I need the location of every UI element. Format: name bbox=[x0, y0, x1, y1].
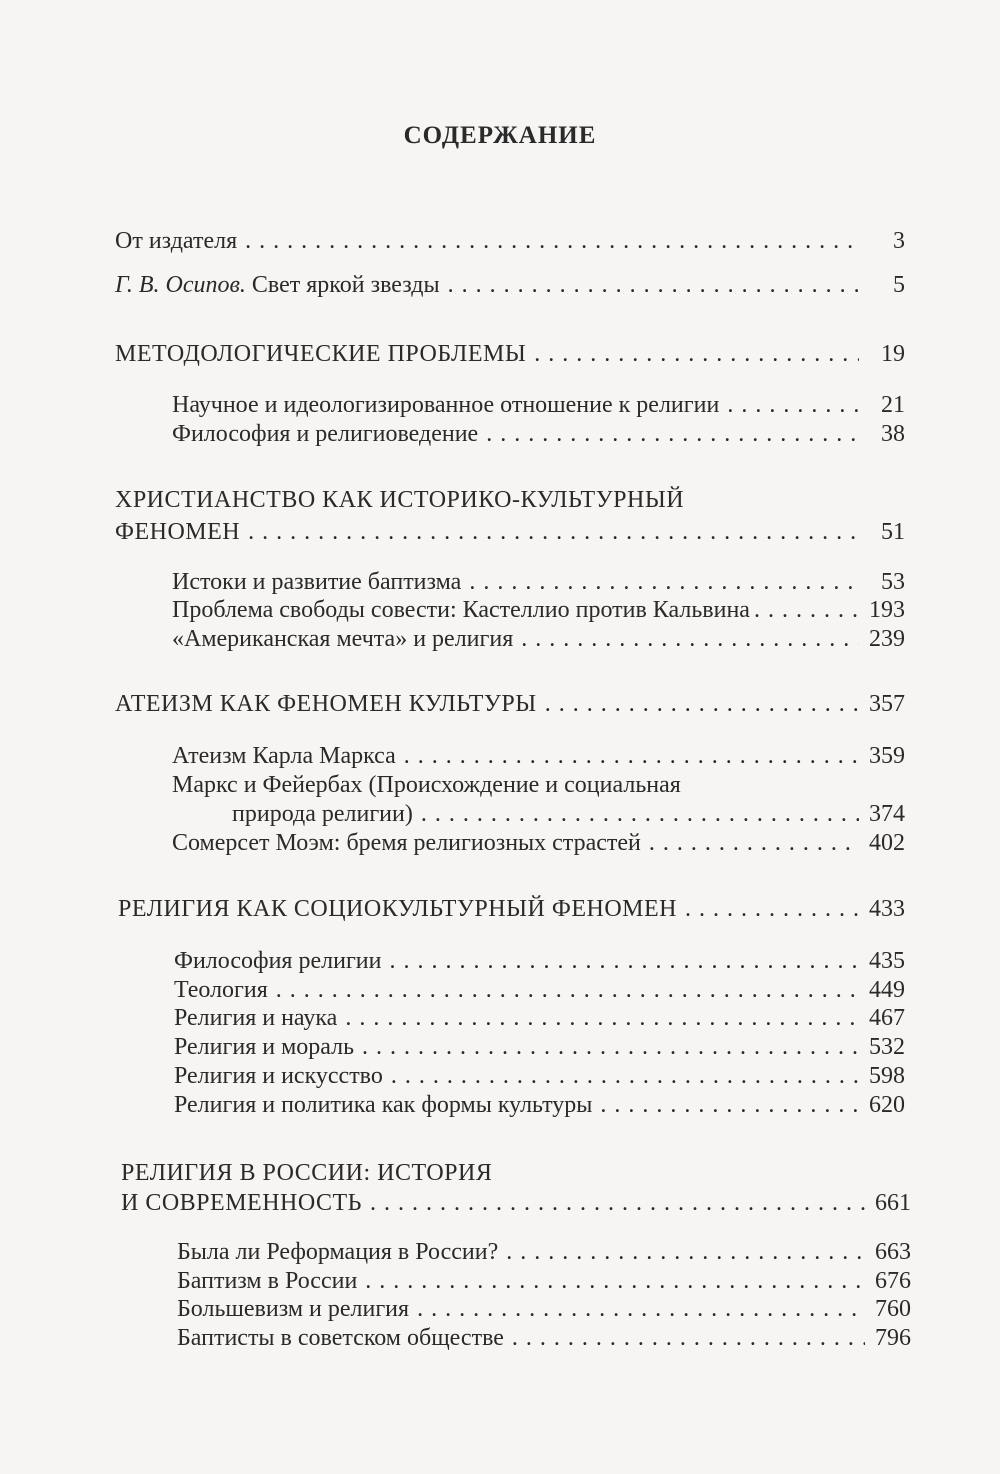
page-number: 3 bbox=[893, 228, 905, 254]
leader-dots bbox=[506, 1237, 865, 1267]
entry-author: Г. В. Осипов. bbox=[115, 272, 246, 298]
section-title: МЕТОДОЛОГИЧЕСКИЕ ПРОБЛЕМЫ bbox=[115, 341, 527, 367]
entry-title: Свет яркой звезды bbox=[245, 272, 440, 298]
page-number: 5 bbox=[893, 272, 905, 298]
page-number: 796 bbox=[875, 1325, 911, 1351]
page-number: 357 bbox=[869, 691, 905, 717]
toc-entry bbox=[174, 975, 905, 1005]
page-number: 402 bbox=[869, 830, 905, 856]
leader-dots bbox=[389, 946, 859, 976]
page-number: 21 bbox=[881, 392, 905, 418]
entry-label: Научное и идеологизированное отношение к религии bbox=[172, 392, 720, 418]
toc-entry bbox=[177, 1323, 911, 1353]
leader-dots bbox=[362, 1032, 859, 1062]
toc-entry bbox=[174, 946, 905, 976]
page-number: 239 bbox=[869, 626, 905, 652]
page-number: 359 bbox=[869, 743, 905, 769]
entry-label: Баптисты в советском обществе bbox=[177, 1325, 504, 1351]
entry-label: Большевизм и религия bbox=[177, 1296, 410, 1322]
page-number: 374 bbox=[869, 801, 905, 827]
entry-label-line1: Маркс и Фейербах (Происхождение и социальная bbox=[172, 772, 681, 798]
leader-dots bbox=[685, 894, 859, 924]
section-title-line1: ХРИСТИАНСТВО КАК ИСТОРИКО-КУЛЬТУРНЫЙ bbox=[115, 487, 685, 513]
leader-dots bbox=[391, 1061, 859, 1091]
leader-dots bbox=[649, 828, 859, 858]
leader-dots bbox=[727, 390, 859, 420]
section-title-line2: ФЕНОМЕН bbox=[115, 519, 241, 545]
toc-entry bbox=[172, 419, 905, 449]
leader-dots bbox=[248, 517, 859, 547]
toc-entry bbox=[172, 828, 905, 858]
entry-label bbox=[115, 270, 440, 300]
toc-entry bbox=[174, 1061, 905, 1091]
page-number: 661 bbox=[875, 1190, 911, 1216]
leader-dots bbox=[600, 1090, 859, 1120]
toc-entry bbox=[174, 1090, 905, 1120]
leader-dots bbox=[365, 1266, 865, 1296]
section-heading bbox=[115, 517, 905, 547]
leader-dots bbox=[521, 624, 859, 654]
page-number: 532 bbox=[869, 1034, 905, 1060]
entry-label: Религия и мораль bbox=[174, 1034, 355, 1060]
toc-entry bbox=[174, 1032, 905, 1062]
toc-entry bbox=[172, 741, 905, 771]
toc-entry bbox=[177, 1294, 911, 1324]
entry-label: Истоки и развитие баптизма bbox=[172, 569, 462, 595]
toc-entry bbox=[115, 270, 905, 300]
page-number: 433 bbox=[869, 896, 905, 922]
leader-dots bbox=[469, 567, 859, 597]
toc-entry bbox=[172, 595, 905, 625]
page-number: 676 bbox=[875, 1268, 911, 1294]
page-number: 598 bbox=[869, 1063, 905, 1089]
leader-dots bbox=[245, 226, 859, 256]
page-number: 53 bbox=[881, 569, 905, 595]
toc-entry bbox=[177, 1237, 911, 1267]
section-heading bbox=[115, 339, 905, 369]
leader-dots bbox=[545, 689, 859, 719]
page-title: СОДЕРЖАНИЕ bbox=[403, 122, 597, 149]
toc-entry bbox=[115, 226, 905, 256]
leader-dots bbox=[534, 339, 859, 369]
toc-entry bbox=[177, 1266, 911, 1296]
leader-dots bbox=[512, 1323, 865, 1353]
entry-label: Религия и политика как формы культуры bbox=[174, 1092, 593, 1118]
leader-dots bbox=[404, 741, 859, 771]
entry-label: Была ли Реформация в России? bbox=[177, 1239, 499, 1265]
section-title: АТЕИЗМ КАК ФЕНОМЕН КУЛЬТУРЫ bbox=[115, 691, 537, 717]
leader-dots bbox=[448, 270, 859, 300]
page-number: 435 bbox=[869, 948, 905, 974]
entry-label: Теология bbox=[174, 977, 268, 1003]
entry-label: Проблема свободы совести: Кастеллио против Кальвина bbox=[172, 597, 750, 623]
page-number: 38 bbox=[881, 421, 905, 447]
page-number: 51 bbox=[881, 519, 905, 545]
section-title-line2: И СОВРЕМЕННОСТЬ bbox=[121, 1190, 362, 1216]
page-number: 449 bbox=[869, 977, 905, 1003]
section-heading bbox=[115, 689, 905, 719]
entry-label: Философия и религиоведение bbox=[172, 421, 479, 447]
entry-label: «Американская мечта» и религия bbox=[172, 626, 514, 652]
leader-dots bbox=[276, 975, 859, 1005]
entry-label-line2: природа религии) bbox=[232, 801, 413, 827]
page-number: 193 bbox=[869, 597, 905, 623]
leader-dots bbox=[345, 1003, 859, 1033]
toc-entry bbox=[172, 624, 905, 654]
entry-label: Сомерсет Моэм: бремя религиозных страстей bbox=[172, 830, 641, 856]
entry-label: Атеизм Карла Маркса bbox=[172, 743, 396, 769]
entry-label: Религия и искусство bbox=[174, 1063, 383, 1089]
toc-entry bbox=[232, 799, 905, 829]
section-heading bbox=[121, 1188, 911, 1218]
leader-dots bbox=[417, 1294, 865, 1324]
toc-entry bbox=[172, 567, 905, 597]
page-number: 467 bbox=[869, 1005, 905, 1031]
page-number: 663 bbox=[875, 1239, 911, 1265]
entry-label: Религия и наука bbox=[174, 1005, 338, 1031]
section-heading bbox=[118, 894, 905, 924]
toc-entry bbox=[174, 1003, 905, 1033]
page-number: 19 bbox=[881, 341, 905, 367]
page-number: 620 bbox=[869, 1092, 905, 1118]
leader-dots bbox=[486, 419, 859, 449]
toc-entry bbox=[172, 390, 905, 420]
page-number: 760 bbox=[875, 1296, 911, 1322]
entry-label: Философия религии bbox=[174, 948, 382, 974]
leader-dots bbox=[421, 799, 859, 829]
entry-label: Баптизм в России bbox=[177, 1268, 358, 1294]
section-title-line1: РЕЛИГИЯ В РОССИИ: ИСТОРИЯ bbox=[121, 1160, 493, 1186]
section-title: РЕЛИГИЯ КАК СОЦИОКУЛЬТУРНЫЙ ФЕНОМЕН bbox=[118, 896, 677, 922]
leader-dots bbox=[754, 595, 861, 625]
leader-dots bbox=[370, 1188, 865, 1218]
entry-label: От издателя bbox=[115, 228, 238, 254]
